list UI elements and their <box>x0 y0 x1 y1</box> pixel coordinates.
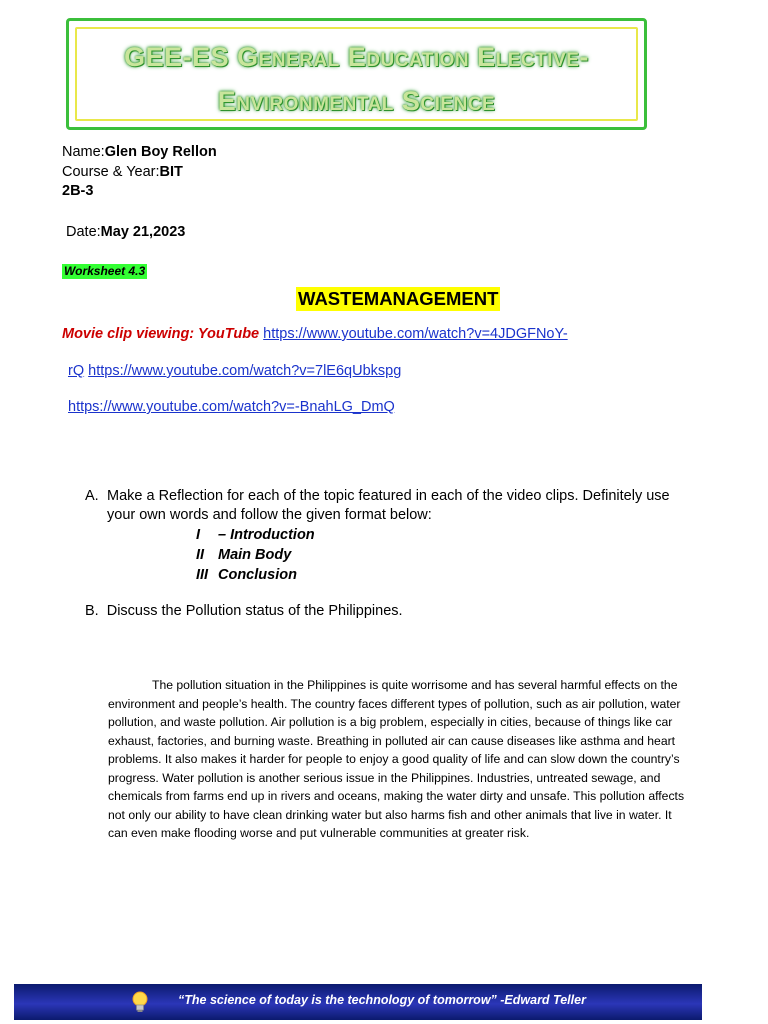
name-line <box>62 142 217 162</box>
links-line-3 <box>68 397 395 417</box>
answer-paragraph: The pollution situation in the Philippines is quite worrisome and has several harmful effects on the environment and people’s health. The country faces different types of pollution, such as air pollution, water pollution, and waste pollution. Air pollution is a big problem, especially in cities, because of things like car exhaust, factories, and burning waste. Breathing in polluted air can cause diseases like asthma and heart problems. It also makes it harder for people to enjoy a good quality of life and can slow down the country’s progress. Water pollution is another serious issue in the Philippines. Industries, untreated sewage, and chemicals from farms end up in rivers and oceans, making the water dirty and unsafe. This pollution affects not only our ability to have clean drinking water but also harms fish and other animals that live in water. It can even make flooding worse and put vulnerable communities at greater risk. <box>108 678 685 840</box>
name-label: Name: <box>62 144 105 160</box>
format-item-3-num: III <box>196 567 209 583</box>
date-line <box>66 222 185 242</box>
question-b-text: Discuss the Pollution status of the Philippines. <box>106 603 403 619</box>
youtube-link-2[interactable]: https://www.youtube.com/watch?v=7lE6qUbkspg <box>88 363 402 379</box>
section-line <box>62 181 93 201</box>
youtube-link-3[interactable]: https://www.youtube.com/watch?v=-BnahLG_DmQ <box>68 399 395 415</box>
format-item-1-text: – Introduction <box>218 527 315 543</box>
youtube-link-1-continued[interactable]: rQ <box>68 363 85 379</box>
worksheet-label: Worksheet 4.3 <box>64 264 146 278</box>
question-a-letter: A. <box>85 488 99 504</box>
date-value: May 21,2023 <box>100 224 186 240</box>
question-b-letter: B. <box>85 603 99 619</box>
header-banner-inner <box>75 27 638 121</box>
header-banner <box>66 18 647 130</box>
movie-label: Movie clip viewing: YouTube <box>62 326 260 342</box>
banner-title-line1: GEE-ES General Education Elective- <box>124 42 589 72</box>
format-item-3-text: Conclusion <box>218 567 297 583</box>
links-line-2 <box>68 361 401 381</box>
question-a-text: Make a Reflection for each of the topic featured in each of the video clips. Definitely use your own words and follow the given format below: <box>107 488 670 523</box>
format-item-2-num: II <box>196 547 205 563</box>
lightbulb-icon <box>126 988 154 1016</box>
course-label: Course & Year: <box>62 164 160 180</box>
question-a <box>85 487 685 525</box>
format-item-3 <box>196 565 297 585</box>
format-item-2 <box>196 545 291 565</box>
course-line <box>62 162 183 182</box>
youtube-link-1[interactable]: https://www.youtube.com/watch?v=4JDGFNoY- <box>263 326 568 342</box>
footer-banner <box>14 984 702 1020</box>
section-value: 2B-3 <box>62 183 94 199</box>
page-title: WASTEMANAGEMENT <box>298 288 499 309</box>
name-value: Glen Boy Rellon <box>104 144 217 160</box>
format-item-1-num: I <box>196 527 201 543</box>
format-item-1 <box>196 525 315 545</box>
movie-line <box>62 324 568 344</box>
banner-title-line2: Environmental Science <box>217 86 496 116</box>
course-value: BIT <box>159 164 183 180</box>
question-b <box>85 602 403 621</box>
format-item-2-text: Main Body <box>218 547 292 563</box>
date-label: Date: <box>66 224 101 240</box>
footer-quote: “The science of today is the technology of tomorrow” -Edward Teller <box>178 993 586 1007</box>
